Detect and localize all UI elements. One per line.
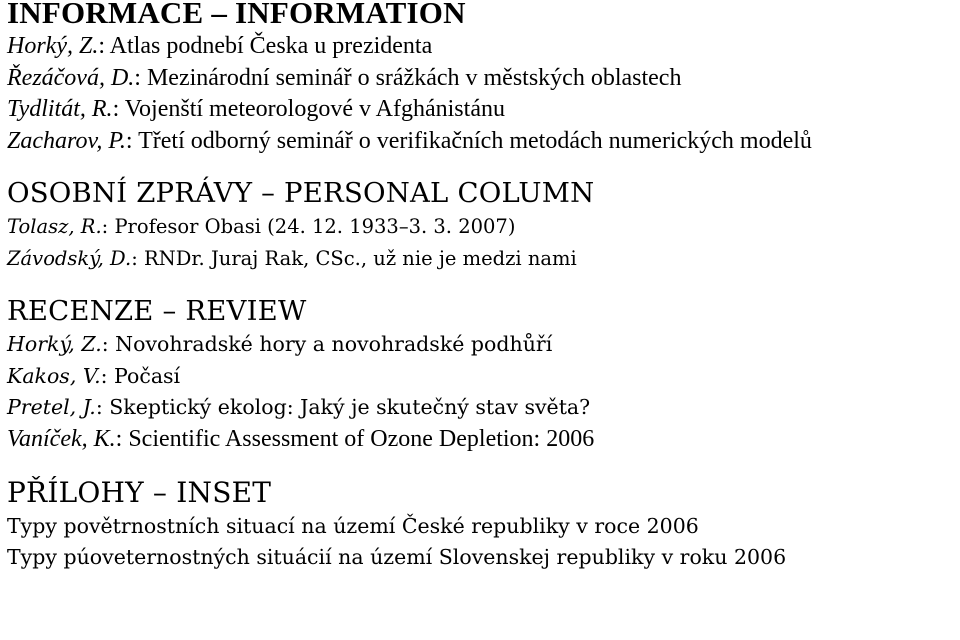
entry-title: Scientific Assessment of Ozone Depletion: 2006 <box>128 425 595 452</box>
entry-title: Vojenští meteorologové v Afghánistánu <box>124 96 505 122</box>
entry-separator: : <box>115 425 129 452</box>
section-inset <box>7 475 960 573</box>
entry <box>7 424 960 456</box>
entry-title: Atlas podnebí Česka u prezidenta <box>109 33 433 59</box>
entry-separator: : <box>100 363 115 388</box>
entry-title: Typy púoveternostných situácií na území Slovenskej republiky v roku 2006 <box>7 545 787 569</box>
entry-author: Pretel, J. <box>7 395 96 419</box>
entry-title: Počasí <box>114 363 181 388</box>
section-heading-personal: OSOBNÍ ZPRÁVY – PERSONAL COLUMN <box>7 177 595 209</box>
entry <box>7 31 960 63</box>
entry-separator: : <box>101 332 116 356</box>
entry <box>7 63 960 95</box>
section-personal <box>7 175 960 275</box>
entry-author: Tolasz, R. <box>7 215 102 238</box>
entry <box>7 329 960 361</box>
entry-title: Skeptický ekolog: Jaký je skutečný stav světa? <box>109 395 591 419</box>
section-information <box>7 0 960 157</box>
entry <box>7 542 960 573</box>
section-heading-review: RECENZE – REVIEW <box>7 295 307 327</box>
entry-separator: : <box>101 215 115 238</box>
entry <box>7 511 960 542</box>
entry-title: Mezinárodní seminář o srážkách v městských oblastech <box>146 64 682 91</box>
entry-title: Třetí odborný seminář o verifikačních metodách numerických modelů <box>138 127 812 154</box>
entry-title: Profesor Obasi (24. 12. 1933–3. 3. 2007) <box>114 215 516 238</box>
entry-title: Novohradské hory a novohradské podhůří <box>115 332 553 356</box>
entry-title: RNDr. Juraj Rak, CSc., už nie je medzi nami <box>143 247 577 270</box>
entry <box>7 392 960 424</box>
entry <box>7 361 960 393</box>
entry-author: Horký, Z. <box>7 33 99 59</box>
entry-separator: : <box>112 96 125 122</box>
entry-separator: : <box>95 395 110 419</box>
entry-separator: : <box>134 64 147 91</box>
entry <box>7 126 960 158</box>
entry-separator: : <box>125 127 139 154</box>
entry-list <box>7 329 960 455</box>
entry-author: Vaníček, K. <box>7 425 116 452</box>
entry <box>7 243 960 275</box>
entry-separator: : <box>98 33 110 59</box>
entry-author: Horký, Z. <box>7 332 102 356</box>
entry-author: Závodský, D. <box>7 247 132 270</box>
entry-author: Řezáčová, D. <box>7 64 135 91</box>
entry-list <box>7 511 960 573</box>
entry-list <box>7 31 960 157</box>
entry-title: Typy povětrnostních situací na území České republiky v roce 2006 <box>7 514 699 538</box>
entry-author: Zacharov, P. <box>7 127 126 154</box>
entry <box>7 94 960 126</box>
entry-list <box>7 211 960 275</box>
entry-author: Tydlitát, R. <box>7 96 113 122</box>
entry-author: Kakos, V. <box>7 363 101 388</box>
entry-separator: : <box>131 247 144 270</box>
entry <box>7 211 960 243</box>
section-heading-information: INFORMACE – INFORMATION <box>7 0 466 30</box>
section-heading-inset: PŘÍLOHY – INSET <box>7 476 272 509</box>
section-review <box>7 293 960 455</box>
